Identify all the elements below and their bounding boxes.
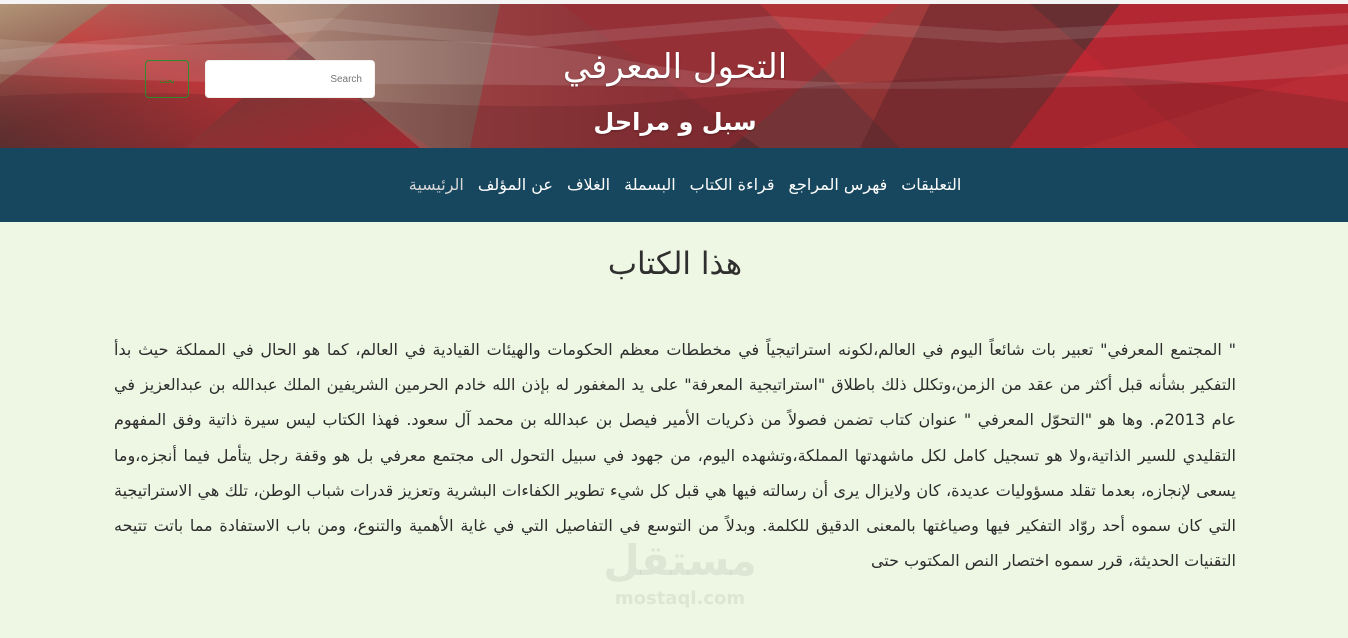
main-navigation [0, 148, 1348, 222]
main-content [0, 222, 1348, 638]
search-button[interactable]: بحث [145, 60, 189, 98]
search-input[interactable] [205, 60, 375, 98]
nav-about-author[interactable]: عن المؤلف [477, 175, 553, 194]
book-description: " المجتمع المعرفي" تعبير بات شائعاً اليوم في العالم،لكونه استراتيجياً في مخططات معظم الحكومات والهيئات القيادية في العالم، كما هو الحال في المملكة حيث بدأ التفكير بشأنه قبل أكثر من عقد من الزمن،وتكلل ذلك باطلاق "استراتيجية المعرفة" على يد المغفور له بإذن الله خادم الحرمين الشريفين الملك عبدالله بن عبدالعزيز في عام 2013م. وها هو "التحوّل المعرفي " عنوان كتاب تضمن فصولاً من ذكريات الأمير فيصل بن عبدالله بن محمد آل سعود. فهذا الكتاب ليس سيرة ذاتية وفق المفهوم التقليدي للسير الذاتية،ولا هو تسجيل كامل لكل ماشهدتها المملكة،وتشهده اليوم، من جهود في سبيل التحول الى مجتمع معرفي بل هو وقفة رجل يتأمل فيما أنجزه،وما يسعى لإنجازه، بعدما تقلد مسؤوليات عديدة، كان ولايزال يرى أن رسالته فيها هي قبل كل شيء تطوير الكفاءات البشرية وتعزيز قدرات شباب الوطن، تلك هي الاستراتيجية التي كان سموه أحد روّاد التفكير فيها وصياغتها بالمعنى الدقيق للكلمة. وبدلاً من التوسع في التفاصيل التي في غاية الأهمية والتنوع، ومن باب الاستفادة مما باتت تتيحه التقنيات الحديثة، قرر سموه اختصار النص المكتوب حتى [114, 340, 1237, 571]
content-heading: هذا الكتاب [607, 246, 743, 282]
nav-read-book[interactable]: قراءة الكتاب [689, 175, 775, 194]
nav-home[interactable]: الرئيسية [408, 175, 464, 194]
site-title: التحول المعرفي [562, 46, 788, 87]
site-header [0, 4, 1348, 148]
search-form [145, 60, 385, 102]
nav-references-index[interactable]: فهرس المراجع [788, 175, 888, 194]
site-subtitle: سبل و مراحل [593, 107, 757, 136]
nav-comments[interactable]: التعليقات [901, 175, 962, 194]
nav-cover[interactable]: الغلاف [566, 175, 611, 194]
navigation-menu [390, 171, 980, 199]
nav-basmala[interactable]: البسملة [624, 175, 676, 194]
